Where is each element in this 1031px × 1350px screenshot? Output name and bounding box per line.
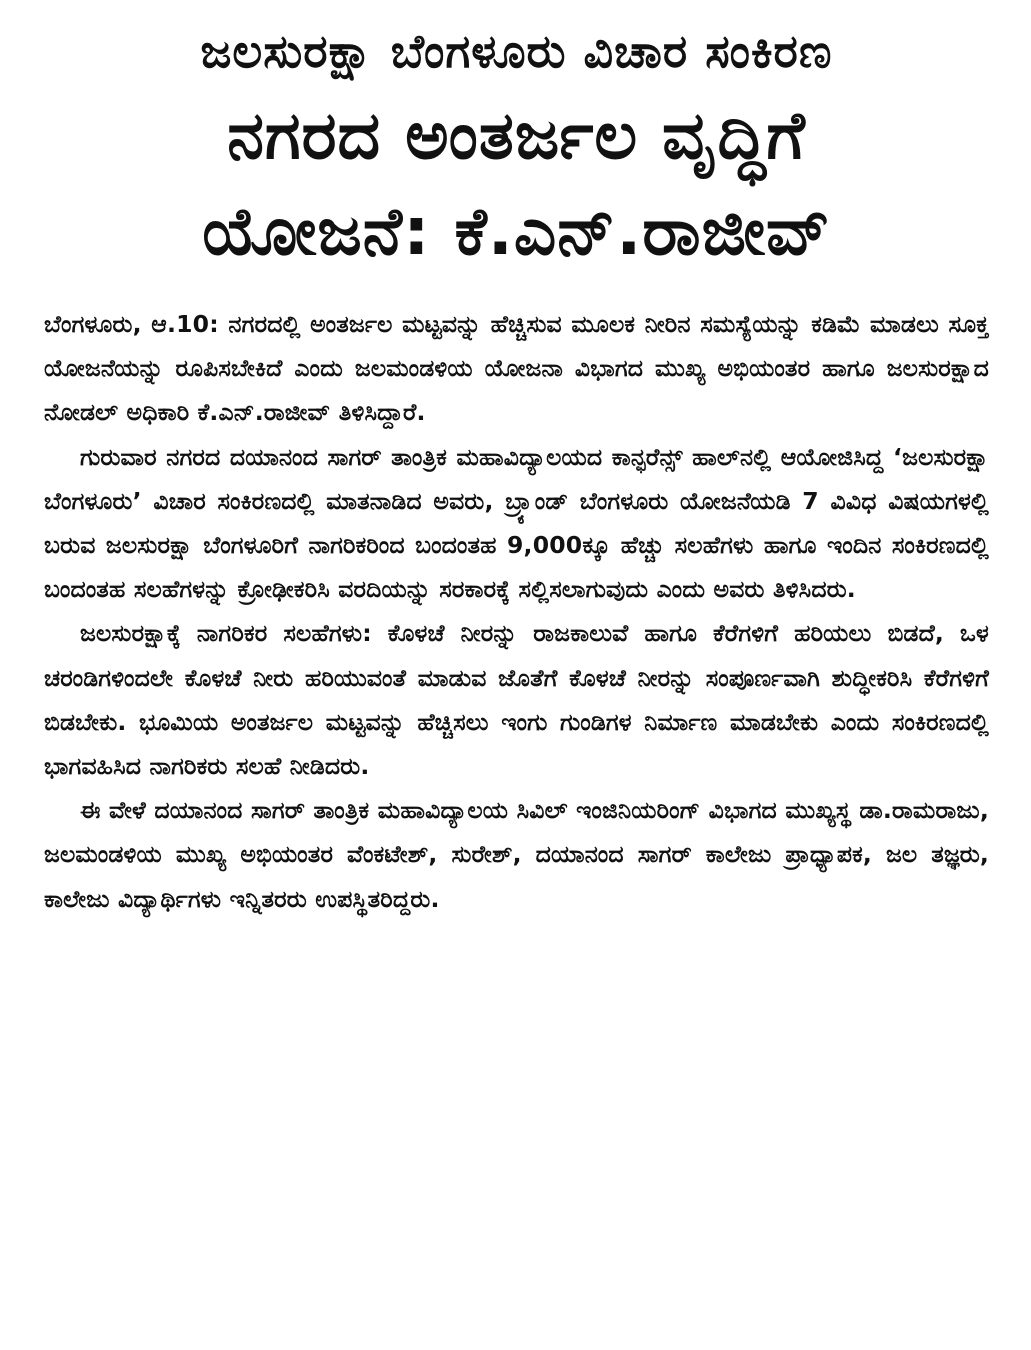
headline-line-1: ನಗರದ ಅಂತರ್ಜಲ ವೃದ್ಧಿಗೆ — [227, 97, 806, 174]
headline-line-2: ಯೋಜನೆ: ಕೆ.ಎನ್.ರಾಜೀವ್ — [202, 193, 831, 270]
paragraph-suggestions: ಜಲಸುರಕ್ಷಾಕ್ಕೆ ನಾಗರಿಕರ ಸಲಹೆಗಳು: ಕೊಳಚೆ ನೀರನ್ನು ರಾಜಕಾಲುವೆ ಹಾಗೂ ಕೆರೆಗಳಿಗೆ ಹರಿಯಲು ಬಿಡದೆ, ಒಳ ಚರಂಡಿಗಳಿಂದಲೇ ಕೊಳಚೆ ನೀರು ಹರಿಯುವಂತೆ ಮಾಡುವ ಜೊತೆಗೆ ಕೊಳಚೆ ನೀರನ್ನು ಸಂಪೂರ್ಣವಾಗಿ ಶುದ್ಧೀಕರಿಸಿ ಕೆರೆಗಳಿಗೆ ಬಿಡಬೇಕು. ಭೂಮಿಯ ಅಂತರ್ಜಲ ಮಟ್ಟವನ್ನು ಹೆಚ್ಚಿಸಲು ಇಂಗು ಗುಂಡಿಗಳ ನಿರ್ಮಾಣ ಮಾಡಬೇಕು ಎಂದು ಸಂಕಿರಣದಲ್ಲಿ ಭಾಗವಹಿಸಿದ ನಾಗರಿಕರು ಸಲಹೆ ನೀಡಿದರು. — [44, 619, 989, 781]
kicker: ಜಲಸುರಕ್ಷಾ ಬೆಂಗಳೂರು ವಿಚಾರ ಸಂಕಿರಣ — [200, 24, 833, 78]
paragraph-attendees: ಈ ವೇಳೆ ದಯಾನಂದ ಸಾಗರ್ ತಾಂತ್ರಿಕ ಮಹಾವಿದ್ಯಾಲಯ ಸಿವಿಲ್ ಇಂಜಿನಿಯರಿಂಗ್ ವಿಭಾಗದ ಮುಖ್ಯಸ್ಥ ಡಾ.ರಾಮರಾಜು, ಜಲಮಂಡಳಿಯ ಮುಖ್ಯ ಅಭಿಯಂತರ ವೆಂಕಟೇಶ್, ಸುರೇಶ್, ದಯಾನಂದ ಸಾಗರ್ ಕಾಲೇಜು ಪ್ರಾಧ್ಯಾಪಕ, ಜಲ ತಜ್ಞರು, ಕಾಲೇಜು ವಿದ್ಯಾರ್ಥಿಗಳು ಇನ್ನಿತರರು ಉಪಸ್ಥಿತರಿದ್ದರು. — [44, 796, 989, 913]
headline — [44, 88, 989, 280]
article-body — [44, 302, 989, 921]
paragraph-seminar: ಗುರುವಾರ ನಗರದ ದಯಾನಂದ ಸಾಗರ್ ತಾಂತ್ರಿಕ ಮಹಾವಿದ್ಯಾಲಯದ ಕಾನ್ಫರೆನ್ಸ್ ಹಾಲ್‌ನಲ್ಲಿ ಆಯೋಜಿಸಿದ್ದ ‘ಜಲಸುರಕ್ಷಾ ಬೆಂಗಳೂರು’ ವಿಚಾರ ಸಂಕಿರಣದಲ್ಲಿ ಮಾತನಾಡಿದ ಅವರು, ಬ್ರ್ಯಾಂಡ್ ಬೆಂಗಳೂರು ಯೋಜನೆಯಡಿ 7 ವಿವಿಧ ವಿಷಯಗಳಲ್ಲಿ ಬರುವ ಜಲಸುರಕ್ಷಾ ಬೆಂಗಳೂರಿಗೆ ನಾಗರಿಕರಿಂದ ಬಂದಂತಹ 9,000ಕ್ಕೂ ಹೆಚ್ಚು ಸಲಹೆಗಳು ಹಾಗೂ ಇಂದಿನ ಸಂಕಿರಣದಲ್ಲಿ ಬಂದಂತಹ ಸಲಹೆಗಳನ್ನು ಕ್ರೋಢೀಕರಿಸಿ ವರದಿಯನ್ನು ಸರಕಾರಕ್ಕೆ ಸಲ್ಲಿಸಲಾಗುವುದು ಎಂದು ಅವರು ತಿಳಿಸಿದರು. — [44, 442, 989, 604]
paragraph-dateline: ಬೆಂಗಳೂರು, ಆ.10: ನಗರದಲ್ಲಿ ಅಂತರ್ಜಲ ಮಟ್ಟವನ್ನು ಹೆಚ್ಚಿಸುವ ಮೂಲಕ ನೀರಿನ ಸಮಸ್ಯೆಯನ್ನು ಕಡಿಮೆ ಮಾಡಲು ಸೂಕ್ತ ಯೋಜನೆಯನ್ನು ರೂಪಿಸಬೇಕಿದೆ ಎಂದು ಜಲಮಂಡಳಿಯ ಯೋಜನಾ ವಿಭಾಗದ ಮುಖ್ಯ ಅಭಿಯಂತರ ಹಾಗೂ ಜಲಸುರಕ್ಷಾದ ನೋಡಲ್ ಅಧಿಕಾರಿ ಕೆ.ಎನ್.ರಾಜೀವ್ ತಿಳಿಸಿದ್ದಾರೆ. — [44, 310, 989, 427]
